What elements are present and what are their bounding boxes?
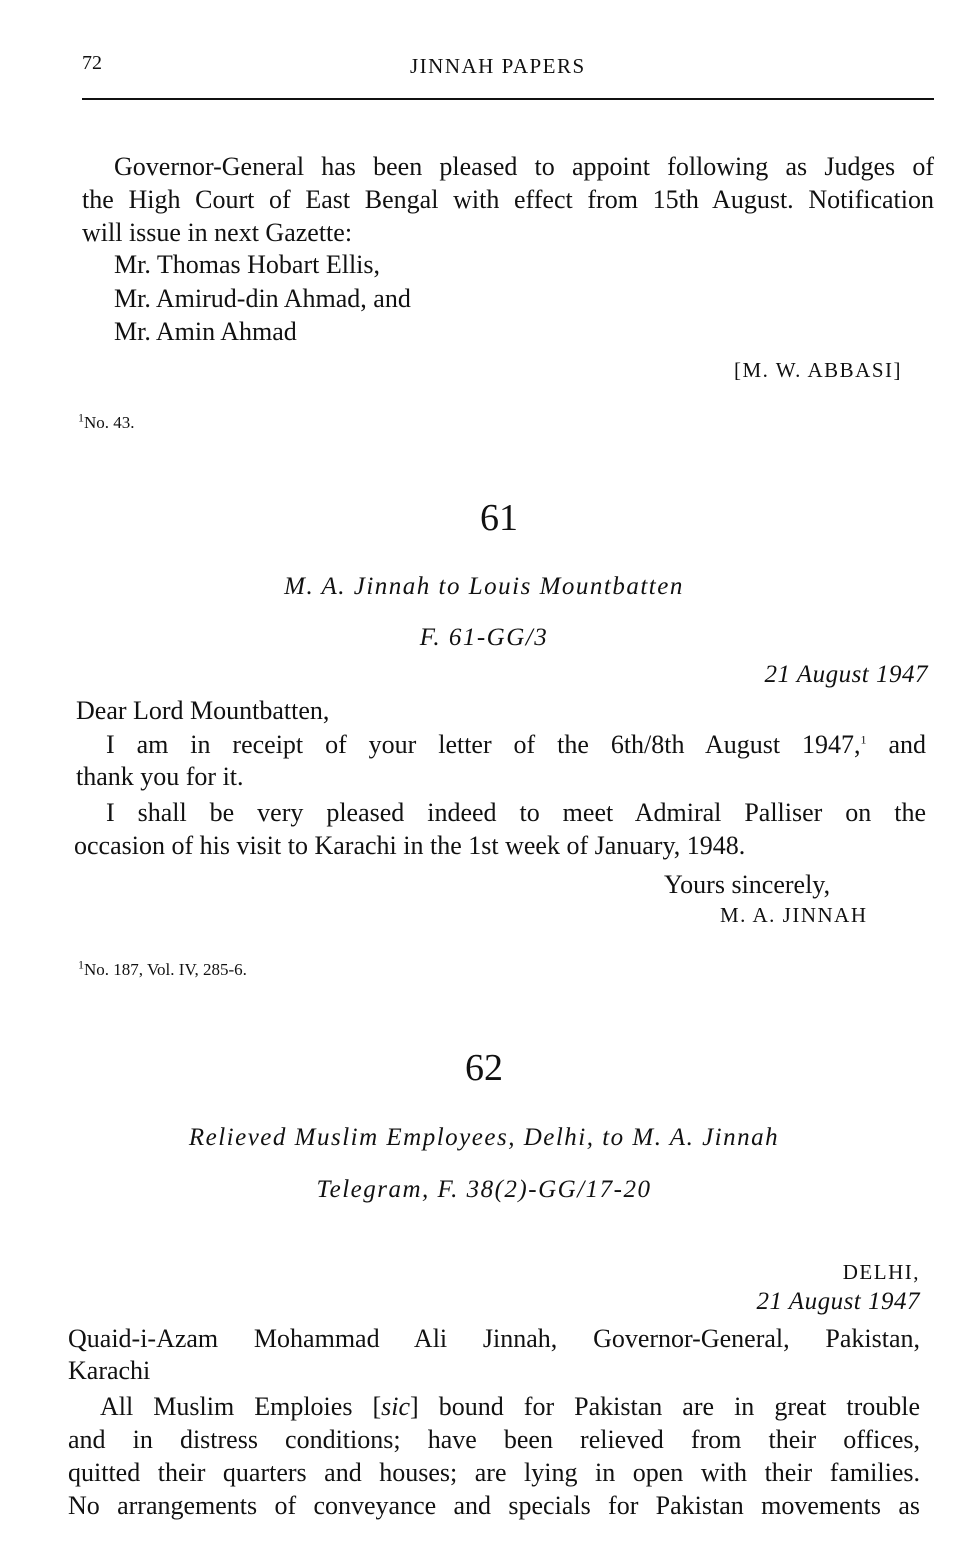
doc60-para-line: Governor-General has been pleased to appoint following as Judges of — [114, 152, 934, 181]
doc62-body-line: No arrangements of conveyance and specials for Pakistan movements as — [68, 1491, 920, 1520]
doc62-title: Relieved Muslim Employees, Delhi, to M. A. Jinnah — [188, 1124, 780, 1151]
doc61-footnote — [78, 957, 247, 980]
doc60-para-line: will issue in next Gazette: — [82, 218, 353, 247]
doc61-p2-line: occasion of his visit to Karachi in the 1st week of January, 1948. — [74, 831, 746, 860]
doc62-body-line: quitted their quarters and houses; are lying in open with their families. — [68, 1458, 920, 1487]
doc60-footnote — [78, 410, 135, 433]
doc61-closing: Yours sincerely, — [664, 870, 831, 899]
footnote-text: No. 187, Vol. IV, 285-6. — [84, 960, 247, 979]
footnote-mark: 1 — [78, 957, 84, 972]
footnote-text: No. 43. — [84, 413, 135, 432]
doc61-date: 21 August 1947 — [764, 661, 928, 688]
doc61-salutation: Dear Lord Mountbatten, — [76, 696, 330, 725]
doc61-p1-line: I am in receipt of your letter of the 6th/8th August 1947,$^1$ and — [106, 730, 926, 759]
doc62-address-line: Quaid-i-Azam Mohammad Ali Jinnah, Governor-General, Pakistan, — [68, 1324, 920, 1353]
doc60-para-line: the High Court of East Bengal with effect from 15th August. Notification — [82, 185, 934, 214]
doc62-number: 62 — [465, 1047, 503, 1089]
doc62-file-ref: Telegram, F. 38(2)-GG/17-20 — [316, 1176, 652, 1203]
doc62-body-line: and in distress conditions; have been relieved from their offices, — [68, 1425, 920, 1454]
footnote-mark: 1 — [78, 410, 84, 425]
page-number: 72 — [82, 52, 102, 74]
doc62-place: DELHI, — [842, 1260, 920, 1284]
doc61-file-ref: F. 61-GG/3 — [419, 624, 549, 651]
doc61-p1-line: thank you for it. — [76, 762, 244, 791]
doc60-name: Mr. Amin Ahmad — [114, 317, 297, 346]
footnote-mark: 1 — [860, 732, 867, 747]
doc61-title: M. A. Jinnah to Louis Mountbatten — [284, 573, 684, 600]
doc62-body-line: All Muslim Emploies [sic] bound for Pakistan are in great trouble — [100, 1392, 920, 1421]
header-rule — [82, 98, 934, 100]
doc61-p2-line: I shall be very pleased indeed to meet Admiral Palliser on the — [106, 798, 926, 827]
doc60-name: Mr. Thomas Hobart Ellis, — [114, 250, 381, 279]
doc61-signature: M. A. JINNAH — [720, 903, 868, 927]
doc60-name: Mr. Amirud-din Ahmad, and — [114, 284, 411, 313]
doc60-signature: [M. W. ABBASI] — [733, 358, 902, 382]
doc61-number: 61 — [480, 497, 518, 539]
running-title: JINNAH PAPERS — [410, 54, 586, 78]
doc62-address-line: Karachi — [68, 1356, 151, 1385]
doc62-date: 21 August 1947 — [756, 1288, 920, 1315]
